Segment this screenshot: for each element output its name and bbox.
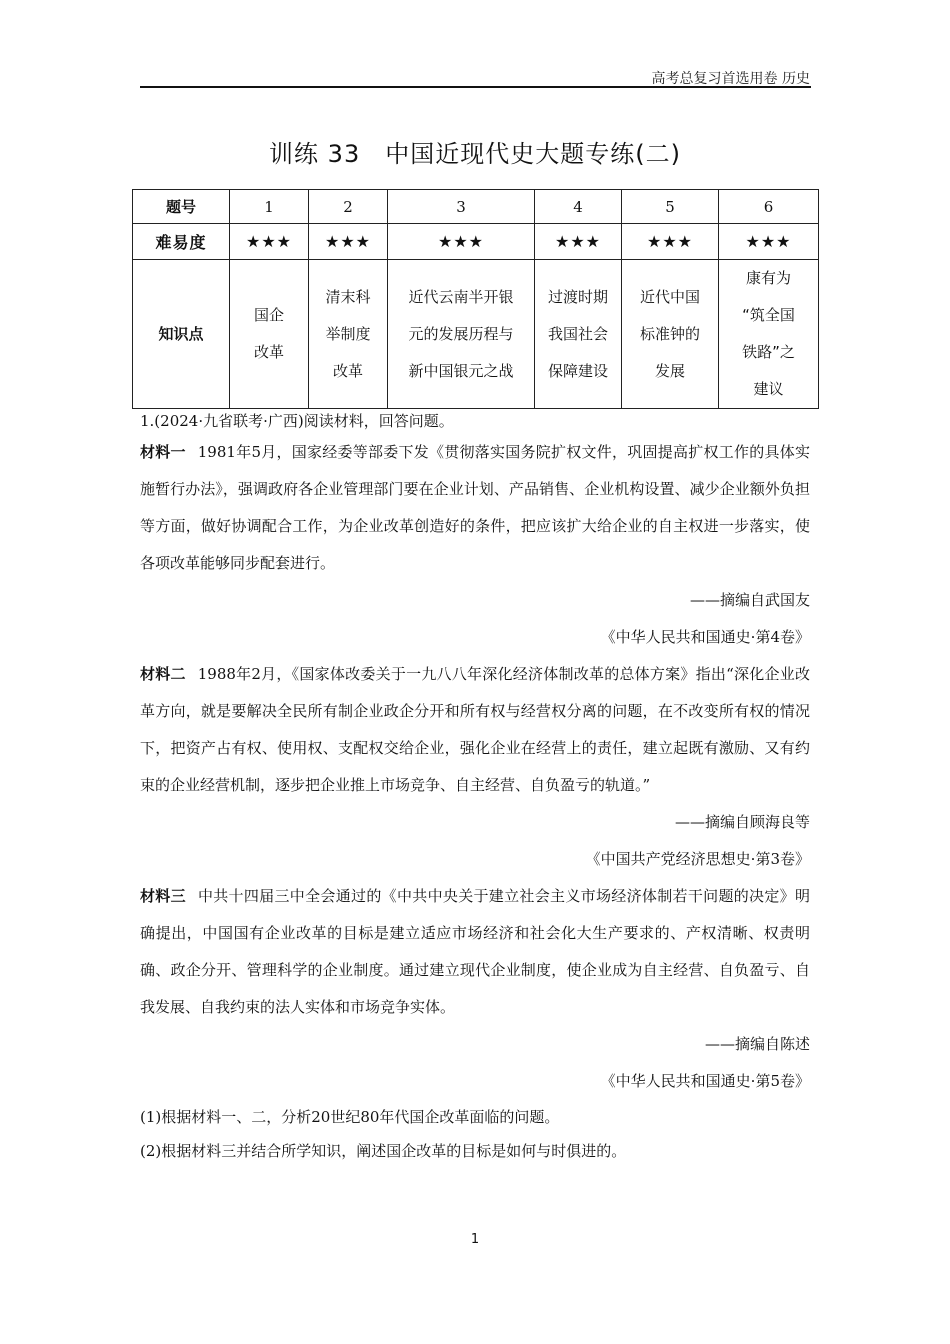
topic-line: 建议 bbox=[753, 380, 784, 398]
row-header-topic: 知识点 bbox=[133, 260, 230, 409]
topic-line: 铁路”之 bbox=[742, 343, 795, 361]
topic-cell bbox=[622, 260, 719, 409]
topic-line: 清末科 bbox=[325, 287, 371, 306]
material-1 bbox=[140, 434, 810, 582]
header-rule bbox=[140, 86, 811, 88]
difficulty-row bbox=[133, 224, 819, 260]
topic-line: 发展 bbox=[654, 361, 685, 380]
material-text: 中共十四届三中全会通过的《中共中央关于建立社会主义市场经济体制若干问题的决定》明确提出，中国国有企业改革的目标是建立适应市场经济和社会化大生产要求的、产权清晰、权责明确、政企分开、管理科学的企业制度。通过建立现代企业制度，使企业成为自主经营、自负盈亏、自我发展、自我约束的法人实体和市场竞争实体。 bbox=[140, 887, 810, 1016]
material-3 bbox=[140, 878, 810, 1026]
material-source-author: ——摘编自顾海良等 bbox=[674, 813, 810, 831]
topic-line: “筑全国 bbox=[742, 306, 795, 324]
topic-line: 改革 bbox=[332, 361, 363, 380]
topic-cell bbox=[535, 260, 622, 409]
topic-line: 过渡时期 bbox=[547, 287, 608, 306]
running-header: 高考总复习首选用卷 历史 bbox=[651, 71, 810, 87]
sub-question-1: (1)根据材料一、二，分析20世纪80年代国企改革面临的问题。 bbox=[140, 1108, 560, 1126]
topic-cell bbox=[719, 260, 819, 409]
topic-line: 近代云南半开银 bbox=[408, 287, 514, 306]
topic-cell bbox=[309, 260, 388, 409]
topic-row bbox=[133, 260, 819, 409]
material-source-book: 《中国共产党经济思想史·第3卷》 bbox=[585, 850, 810, 868]
topic-line: 新中国银元之战 bbox=[408, 361, 514, 380]
topic-line: 标准钟的 bbox=[639, 324, 700, 343]
difficulty-stars: ★★★ bbox=[230, 224, 309, 260]
material-text: 1981年5月，国家经委等部委下发《贯彻落实国务院扩权文件，巩固提高扩权工作的具体实施暂行办法》，强调政府各企业管理部门要在企业计划、产品销售、企业机构设置、减少企业额外负担等方面，做好协调配合工作，为企业改革创造好的条件，把应该扩大给企业的自主权进一步落实，使各项改革能够同步配套进行。 bbox=[140, 443, 810, 572]
material-source-author: ——摘编自武国友 bbox=[689, 591, 810, 609]
topic-cell bbox=[230, 260, 309, 409]
row-header-difficulty: 难易度 bbox=[133, 224, 230, 260]
exercise-info-table bbox=[132, 189, 819, 409]
topic-line: 元的发展历程与 bbox=[408, 324, 514, 343]
difficulty-stars: ★★★ bbox=[622, 224, 719, 260]
difficulty-stars: ★★★ bbox=[309, 224, 388, 260]
question-intro: 1.(2024·九省联考·广西)阅读材料，回答问题。 bbox=[140, 412, 454, 430]
topic-line: 康有为 bbox=[745, 269, 791, 287]
material-2 bbox=[140, 656, 810, 804]
topic-line: 近代中国 bbox=[639, 287, 700, 306]
question-1 bbox=[140, 408, 810, 1168]
page-number: 1 bbox=[470, 1232, 480, 1247]
number-row bbox=[133, 190, 819, 224]
question-number: 6 bbox=[719, 190, 819, 224]
topic-line: 保障建设 bbox=[547, 361, 608, 380]
material-source-author: ——摘编自陈述 bbox=[704, 1035, 810, 1053]
difficulty-stars: ★★★ bbox=[388, 224, 535, 260]
material-label: 材料一 bbox=[140, 443, 186, 461]
topic-line: 改革 bbox=[253, 343, 284, 361]
question-number: 4 bbox=[535, 190, 622, 224]
material-label: 材料三 bbox=[140, 887, 186, 905]
question-number: 3 bbox=[388, 190, 535, 224]
topic-line: 举制度 bbox=[325, 324, 371, 343]
question-number: 2 bbox=[309, 190, 388, 224]
topic-line: 国企 bbox=[253, 306, 284, 324]
material-source-book: 《中华人民共和国通史·第5卷》 bbox=[600, 1072, 810, 1090]
question-number: 5 bbox=[622, 190, 719, 224]
topic-line: 我国社会 bbox=[547, 324, 608, 343]
page-title: 训练 33 中国近现代史大题专练(二) bbox=[269, 140, 681, 168]
sub-question-2: (2)根据材料三并结合所学知识，阐述国企改革的目标是如何与时俱进的。 bbox=[140, 1142, 627, 1160]
difficulty-stars: ★★★ bbox=[719, 224, 819, 260]
topic-cell bbox=[388, 260, 535, 409]
material-label: 材料二 bbox=[140, 665, 186, 683]
material-text: 1988年2月，《国家体改委关于一九八八年深化经济体制改革的总体方案》指出“深化企业改革方向，就是要解决全民所有制企业政企分开和所有权与经营权分离的问题，在不改变所有权的情况下，把资产占有权、使用权、支配权交给企业，强化企业在经营上的责任，建立起既有激励、又有约束的企业经营机制，逐步把企业推上市场竞争、自主经营、自负盈亏的轨道。” bbox=[140, 665, 810, 794]
material-source-book: 《中华人民共和国通史·第4卷》 bbox=[600, 628, 810, 646]
row-header-number: 题号 bbox=[133, 190, 230, 224]
question-number: 1 bbox=[230, 190, 309, 224]
difficulty-stars: ★★★ bbox=[535, 224, 622, 260]
